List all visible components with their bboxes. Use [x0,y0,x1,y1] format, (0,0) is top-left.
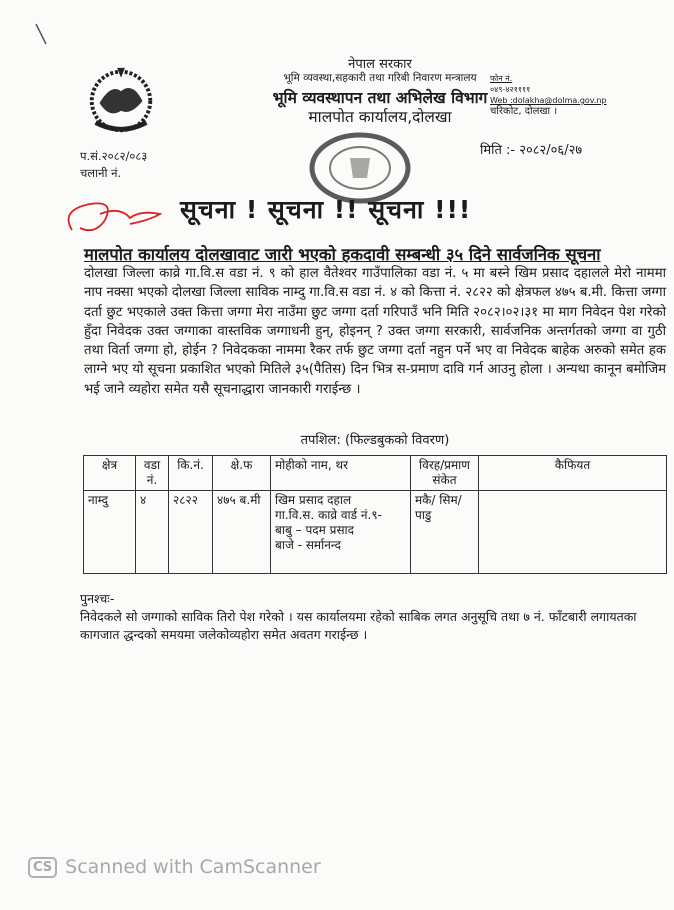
government-name: नेपाल सरकार [348,57,412,72]
owner-grandfather: बाजे - सर्मानन्द [275,538,341,552]
table-header-row [84,456,667,491]
scan-mark [34,22,48,46]
cell-remarks [479,491,667,574]
owner-name: खिम प्रसाद दहाल [275,493,352,507]
col-kitta: कि.नं. [169,456,213,491]
notice-body: दोलखा जिल्ला काव्रे गा.वि.स वडा नं. ९ को हाल वैतेश्वर गाउँपालिका वडा नं. ५ मा बस्ने खिम प्रसाद दहालले मेरो नाममा नाप नक्सा भएको दोलखा जिल्ला साविक नाम्दु गा.वि.स वडा नं. ४ को कित्ता नं. २८२२ को क्षेत्रफल ४७५ ब.मी. कित्ता जग्गा दर्ता छुट भएकाले उक्त कित्ता जग्गा मेरा नाउँमा छुट जग्गा दर्ता गरिपाउँ भनि मिति २०८२।०२।३१ मा माग निवेदन पेश गरेको हुँदा निवेदक उक्त जग्गाका वास्तविक जग्गाधनी हुन्, होइनन् ? उक्त जग्गा सरकारी, सार्वजनिक अन्तर्गतको जग्गा वा गुठी तथा विर्ता जग्गा हो, होईन ? निवेदकका नाममा रैकर तर्फ छुट जग्गा दर्ता नहुन पर्ने भए वा निवेदक बाहेक अरुको समेत हक लाग्ने भए यो सूचना प्रकाशित भएको मितिले ३५(पैतिस) दिन भित्र स-प्रमाण दावि गर्न आउनु होला । अन्यथा कानून बमोजिम भई जाने व्यहोरा समेत यसै सूचनाद्धारा जानकारी गराईन्छ । [84,266,666,397]
cell-area: नाम्दु [84,491,136,574]
reference-number: प.सं.२०८२/०८३ [80,149,148,163]
ministry-name: भूमि व्यवस्था,सहकारी तथा गरिबी निवारण मन्त्रालय [283,72,477,84]
web-address: Web :dolakha@dolma.gov.np [490,96,607,105]
table-caption: तपशिल: (फिल्डबुकको विवरण) [300,433,450,448]
postscript-text: निवेदकले सो जग्गाको साविक तिरो पेश गरेको । यस कार्यालयमा रहेको साबिक लगत अनुसूचि तथा ७ नं. फाँटबारी लगायतका कागजात द्धन्दको समयमा जलेकोव्यहोरा समेत अवतग गराईन्छ । [80,609,637,642]
table-row [84,491,667,574]
phone-label: फोन नं. [490,74,513,83]
col-remarks: कैफियत [479,456,667,491]
camscanner-watermark [28,856,321,878]
cell-ward: ४ [136,491,169,574]
col-ward: वडा नं. [136,456,169,491]
fieldbook-table [83,455,667,574]
reference-block [80,148,147,182]
notice-title: सूचना ! सूचना !! सूचना !!! [180,195,472,224]
phone-number: ०४९-४२११११ [490,85,531,94]
cell-owner [271,491,411,574]
office-address: चरिकोट, दोलखा । [490,106,558,117]
col-size: क्षे.फ [213,456,271,491]
watermark-text: Scanned with CamScanner [65,856,321,878]
contact-block [490,73,607,117]
cell-kitta: २८२२ [169,491,213,574]
department-name: भूमि व्यवस्थापन तथा अभिलेख विभाग [272,89,488,107]
office-name: मालपोत कार्यालय,दोलखा [308,108,452,126]
owner-father: बाबु – पदम प्रसाद [275,523,355,537]
col-evidence: विरह/प्रमाण संकेत [411,456,479,491]
col-area: क्षेत्र [84,456,136,491]
notice-headline: मालपोत कार्यालय दोलखावाट जारी भएको हकदावी सम्बन्धी ३५ दिने सार्वजनिक सूचना [84,245,601,264]
postscript-label: पुनश्चः- [80,591,115,606]
notice-date: मिति :- २०८२/०६/२७ [480,143,583,158]
postscript [80,590,670,644]
camscanner-logo-icon: CS [28,857,57,878]
government-emblem-icon [82,62,160,140]
col-owner: मोहीको नाम, थर [271,456,411,491]
cell-size: ४७५ ब.मी [213,491,271,574]
signature-icon [60,190,180,250]
cell-evidence: मकै/ सिम/ पाडु [411,491,479,574]
dispatch-number: चलानी नं. [80,166,122,180]
owner-address: गा.वि.स. काव्रे वार्ड नं.९- [275,508,382,522]
